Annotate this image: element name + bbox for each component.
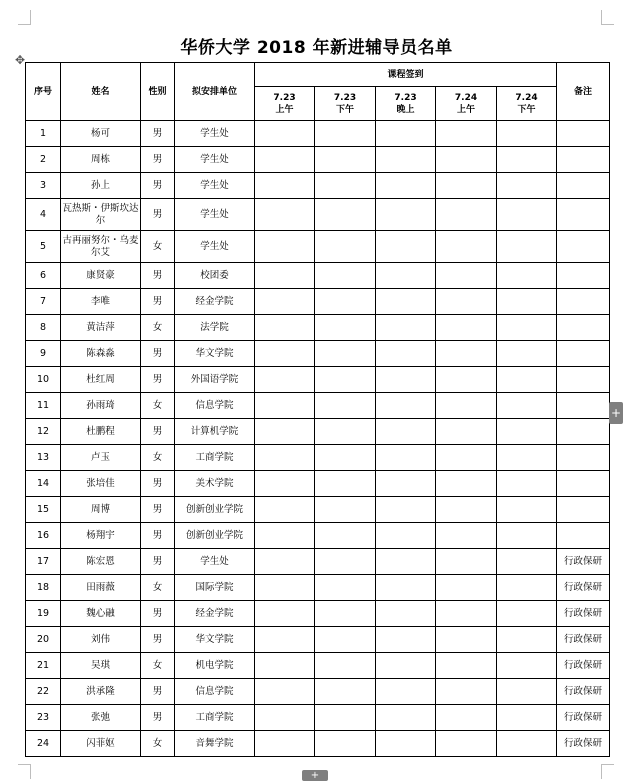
cell-note: 行政保研: [557, 679, 610, 705]
cell-signin[interactable]: [497, 289, 557, 315]
cell-note: [557, 121, 610, 147]
session-period: 上午: [456, 104, 475, 115]
cell-unit: 工商学院: [175, 705, 255, 731]
cell-name: 孙上: [61, 173, 141, 199]
table-row: [26, 653, 610, 679]
cell-gender: 女: [141, 731, 175, 757]
cell-signin[interactable]: [376, 367, 436, 393]
cell-signin[interactable]: [255, 653, 315, 679]
cell-signin[interactable]: [255, 263, 315, 289]
table-row: [26, 627, 610, 653]
cell-seq: 1: [26, 121, 61, 147]
cell-unit: 音舞学院: [175, 731, 255, 757]
cell-gender: 女: [141, 653, 175, 679]
cell-signin[interactable]: [315, 173, 376, 199]
cell-name: 魏心融: [61, 601, 141, 627]
cell-signin[interactable]: [376, 341, 436, 367]
cell-signin[interactable]: [376, 653, 436, 679]
cell-unit: 学生处: [175, 199, 255, 231]
cell-signin[interactable]: [376, 289, 436, 315]
table-row: [26, 315, 610, 341]
header-session: [255, 87, 315, 121]
cell-signin[interactable]: [255, 679, 315, 705]
cell-gender: 男: [141, 549, 175, 575]
table-move-handle-icon[interactable]: ✥: [14, 53, 26, 67]
cell-signin[interactable]: [436, 549, 497, 575]
cell-unit: 工商学院: [175, 445, 255, 471]
cell-signin[interactable]: [436, 173, 497, 199]
cell-signin[interactable]: [376, 263, 436, 289]
cell-gender: 女: [141, 575, 175, 601]
cell-seq: 22: [26, 679, 61, 705]
table-row: [26, 705, 610, 731]
cell-signin[interactable]: [436, 731, 497, 757]
cell-gender: 男: [141, 147, 175, 173]
cell-signin[interactable]: [436, 341, 497, 367]
cell-name: 卢玉: [61, 445, 141, 471]
cell-seq: 12: [26, 419, 61, 445]
cell-signin[interactable]: [255, 523, 315, 549]
cell-signin[interactable]: [315, 445, 376, 471]
cell-gender: 女: [141, 231, 175, 263]
cell-name: 陈森淼: [61, 341, 141, 367]
cell-signin[interactable]: [497, 263, 557, 289]
cell-signin[interactable]: [436, 147, 497, 173]
table-row: [26, 601, 610, 627]
cell-signin[interactable]: [497, 315, 557, 341]
cell-gender: 男: [141, 367, 175, 393]
cell-signin[interactable]: [315, 497, 376, 523]
cell-signin[interactable]: [255, 601, 315, 627]
cell-name: 康贤豪: [61, 263, 141, 289]
cell-signin[interactable]: [315, 705, 376, 731]
table-row: [26, 549, 610, 575]
cell-seq: 6: [26, 263, 61, 289]
table-row: [26, 199, 610, 231]
cell-note: [557, 147, 610, 173]
cell-signin[interactable]: [436, 199, 497, 231]
cell-name: 黄洁萍: [61, 315, 141, 341]
cell-gender: 男: [141, 705, 175, 731]
cell-signin[interactable]: [376, 419, 436, 445]
cell-signin[interactable]: [255, 471, 315, 497]
page-title: 华侨大学 2018 年新进辅导员名单: [180, 38, 453, 58]
cell-name: 古再丽努尔・乌麦尔艾: [61, 231, 141, 263]
cell-note: [557, 419, 610, 445]
cell-signin[interactable]: [255, 497, 315, 523]
cell-signin[interactable]: [255, 393, 315, 419]
cell-signin[interactable]: [436, 523, 497, 549]
cell-signin[interactable]: [315, 263, 376, 289]
cell-unit: 学生处: [175, 231, 255, 263]
cell-signin[interactable]: [497, 147, 557, 173]
cell-gender: 女: [141, 393, 175, 419]
cell-gender: 男: [141, 289, 175, 315]
cell-note: 行政保研: [557, 705, 610, 731]
cell-name: 周博: [61, 497, 141, 523]
header-seq: 序号: [26, 63, 61, 121]
table-row: [26, 523, 610, 549]
cell-note: [557, 173, 610, 199]
cell-seq: 11: [26, 393, 61, 419]
cell-note: [557, 199, 610, 231]
cell-seq: 10: [26, 367, 61, 393]
cell-signin[interactable]: [436, 601, 497, 627]
page-corner-mark-bottom-right: [601, 764, 614, 779]
cell-signin[interactable]: [436, 445, 497, 471]
table-row: [26, 263, 610, 289]
cell-name: 闪菲妪: [61, 731, 141, 757]
cell-signin[interactable]: [497, 367, 557, 393]
cell-signin[interactable]: [255, 419, 315, 445]
cell-signin[interactable]: [436, 575, 497, 601]
cell-name: 瓦热斯・伊斯坎达尔: [61, 199, 141, 231]
cell-signin[interactable]: [376, 445, 436, 471]
cell-unit: 学生处: [175, 147, 255, 173]
cell-signin[interactable]: [436, 653, 497, 679]
roster-table: [25, 62, 610, 757]
cell-unit: 国际学院: [175, 575, 255, 601]
cell-signin[interactable]: [255, 367, 315, 393]
cell-signin[interactable]: [376, 471, 436, 497]
cell-signin[interactable]: [255, 147, 315, 173]
cell-signin[interactable]: [497, 121, 557, 147]
cell-gender: 男: [141, 523, 175, 549]
cell-signin[interactable]: [436, 471, 497, 497]
cell-gender: 男: [141, 173, 175, 199]
cell-gender: 男: [141, 199, 175, 231]
cell-gender: 女: [141, 315, 175, 341]
cell-note: 行政保研: [557, 731, 610, 757]
cell-note: [557, 445, 610, 471]
session-period: 下午: [517, 104, 536, 115]
cell-name: 周栋: [61, 147, 141, 173]
cell-seq: 14: [26, 471, 61, 497]
session-period: 下午: [335, 104, 354, 115]
cell-signin[interactable]: [376, 173, 436, 199]
cell-note: [557, 231, 610, 263]
cell-seq: 8: [26, 315, 61, 341]
cell-signin[interactable]: [436, 315, 497, 341]
cell-signin[interactable]: [315, 523, 376, 549]
table-row: [26, 419, 610, 445]
cell-signin[interactable]: [315, 575, 376, 601]
cell-note: 行政保研: [557, 549, 610, 575]
cell-gender: 男: [141, 121, 175, 147]
cell-signin[interactable]: [497, 231, 557, 263]
cell-name: 李唯: [61, 289, 141, 315]
cell-seq: 7: [26, 289, 61, 315]
cell-signin[interactable]: [436, 263, 497, 289]
header-course-signin: 课程签到: [255, 63, 557, 87]
cell-seq: 15: [26, 497, 61, 523]
cell-note: [557, 523, 610, 549]
cell-signin[interactable]: [436, 367, 497, 393]
cell-name: 杨翔宇: [61, 523, 141, 549]
cell-gender: 男: [141, 627, 175, 653]
cell-note: [557, 471, 610, 497]
cell-signin[interactable]: [376, 393, 436, 419]
table-row: [26, 341, 610, 367]
cell-signin[interactable]: [376, 731, 436, 757]
cell-unit: 美术学院: [175, 471, 255, 497]
cell-signin[interactable]: [436, 497, 497, 523]
table-row: [26, 679, 610, 705]
cell-signin[interactable]: [376, 147, 436, 173]
cell-seq: 5: [26, 231, 61, 263]
cell-unit: 经金学院: [175, 289, 255, 315]
page-corner-mark-top-left: [18, 10, 31, 25]
cell-signin[interactable]: [315, 731, 376, 757]
table-row: [26, 173, 610, 199]
cell-seq: 2: [26, 147, 61, 173]
session-period: 晚上: [396, 104, 415, 115]
cell-unit: 学生处: [175, 173, 255, 199]
cell-signin[interactable]: [255, 705, 315, 731]
cell-unit: 经金学院: [175, 601, 255, 627]
cell-signin[interactable]: [436, 627, 497, 653]
cell-seq: 16: [26, 523, 61, 549]
add-row-button[interactable]: +: [302, 770, 328, 781]
cell-name: 田雨薇: [61, 575, 141, 601]
cell-signin[interactable]: [315, 315, 376, 341]
cell-name: 孙雨琦: [61, 393, 141, 419]
cell-signin[interactable]: [497, 705, 557, 731]
cell-signin[interactable]: [376, 231, 436, 263]
session-date: 7.24: [454, 92, 478, 103]
cell-seq: 23: [26, 705, 61, 731]
cell-signin[interactable]: [436, 705, 497, 731]
cell-signin[interactable]: [255, 731, 315, 757]
cell-signin[interactable]: [315, 199, 376, 231]
cell-gender: 男: [141, 679, 175, 705]
cell-signin[interactable]: [376, 575, 436, 601]
session-date: 7.23: [394, 92, 417, 103]
cell-signin[interactable]: [255, 575, 315, 601]
cell-name: 洪承隆: [61, 679, 141, 705]
cell-signin[interactable]: [497, 523, 557, 549]
cell-unit: 法学院: [175, 315, 255, 341]
cell-signin[interactable]: [315, 289, 376, 315]
cell-seq: 3: [26, 173, 61, 199]
cell-seq: 19: [26, 601, 61, 627]
cell-unit: 外国语学院: [175, 367, 255, 393]
cell-name: 杜鹏程: [61, 419, 141, 445]
cell-unit: 机电学院: [175, 653, 255, 679]
cell-signin[interactable]: [315, 419, 376, 445]
table-row: [26, 289, 610, 315]
header-session: [497, 87, 557, 121]
cell-signin[interactable]: [255, 341, 315, 367]
cell-signin[interactable]: [315, 601, 376, 627]
cell-note: [557, 263, 610, 289]
cell-unit: 学生处: [175, 121, 255, 147]
table-row: [26, 121, 610, 147]
page-corner-mark-top-right: [601, 10, 614, 25]
cell-signin[interactable]: [255, 289, 315, 315]
cell-gender: 男: [141, 419, 175, 445]
cell-signin[interactable]: [497, 497, 557, 523]
cell-name: 刘伟: [61, 627, 141, 653]
table-row: [26, 445, 610, 471]
cell-note: [557, 289, 610, 315]
cell-name: 杜红周: [61, 367, 141, 393]
cell-signin[interactable]: [497, 627, 557, 653]
cell-note: [557, 367, 610, 393]
cell-signin[interactable]: [315, 393, 376, 419]
table-row: [26, 393, 610, 419]
page-corner-mark-bottom-left: [18, 764, 31, 779]
cell-signin[interactable]: [376, 549, 436, 575]
cell-signin[interactable]: [315, 471, 376, 497]
cell-note: 行政保研: [557, 627, 610, 653]
cell-signin[interactable]: [315, 627, 376, 653]
table-row: [26, 471, 610, 497]
cell-signin[interactable]: [255, 549, 315, 575]
cell-signin[interactable]: [315, 231, 376, 263]
cell-signin[interactable]: [315, 653, 376, 679]
cell-signin[interactable]: [497, 731, 557, 757]
table-row: [26, 731, 610, 757]
cell-unit: 华文学院: [175, 627, 255, 653]
cell-signin[interactable]: [376, 679, 436, 705]
cell-signin[interactable]: [436, 393, 497, 419]
cell-note: 行政保研: [557, 653, 610, 679]
cell-signin[interactable]: [376, 627, 436, 653]
cell-signin[interactable]: [376, 705, 436, 731]
cell-signin[interactable]: [436, 289, 497, 315]
cell-unit: 校团委: [175, 263, 255, 289]
cell-seq: 20: [26, 627, 61, 653]
cell-signin[interactable]: [497, 471, 557, 497]
cell-name: 陈宏恩: [61, 549, 141, 575]
cell-unit: 计算机学院: [175, 419, 255, 445]
cell-signin[interactable]: [497, 549, 557, 575]
cell-signin[interactable]: [315, 121, 376, 147]
cell-seq: 9: [26, 341, 61, 367]
cell-gender: 男: [141, 263, 175, 289]
session-date: 7.23: [273, 92, 296, 103]
cell-name: 张弛: [61, 705, 141, 731]
cell-unit: 华文学院: [175, 341, 255, 367]
cell-signin[interactable]: [255, 445, 315, 471]
cell-signin[interactable]: [376, 497, 436, 523]
cell-gender: 男: [141, 497, 175, 523]
session-period: 上午: [275, 104, 294, 115]
cell-signin[interactable]: [376, 315, 436, 341]
header-name: 姓名: [61, 63, 141, 121]
table-row: [26, 497, 610, 523]
cell-signin[interactable]: [315, 341, 376, 367]
cell-seq: 18: [26, 575, 61, 601]
cell-name: 杨可: [61, 121, 141, 147]
cell-signin[interactable]: [376, 199, 436, 231]
cell-signin[interactable]: [497, 653, 557, 679]
cell-signin[interactable]: [315, 679, 376, 705]
cell-name: 张培佳: [61, 471, 141, 497]
cell-note: 行政保研: [557, 601, 610, 627]
cell-signin[interactable]: [255, 627, 315, 653]
cell-signin[interactable]: [436, 121, 497, 147]
cell-seq: 21: [26, 653, 61, 679]
cell-signin[interactable]: [315, 367, 376, 393]
cell-gender: 女: [141, 445, 175, 471]
cell-gender: 男: [141, 341, 175, 367]
cell-signin[interactable]: [255, 231, 315, 263]
cell-unit: 创新创业学院: [175, 497, 255, 523]
table-header-row: [26, 63, 610, 87]
table-body: [26, 121, 610, 757]
cell-seq: 4: [26, 199, 61, 231]
cell-gender: 男: [141, 601, 175, 627]
cell-signin[interactable]: [436, 231, 497, 263]
cell-note: [557, 393, 610, 419]
cell-seq: 13: [26, 445, 61, 471]
cell-note: [557, 315, 610, 341]
cell-signin[interactable]: [315, 549, 376, 575]
cell-signin[interactable]: [376, 523, 436, 549]
cell-signin[interactable]: [497, 173, 557, 199]
table-row: [26, 231, 610, 263]
table-row: [26, 367, 610, 393]
cell-note: [557, 341, 610, 367]
table-row: [26, 147, 610, 173]
cell-seq: 17: [26, 549, 61, 575]
cell-signin[interactable]: [497, 601, 557, 627]
cell-signin[interactable]: [255, 121, 315, 147]
cell-signin[interactable]: [376, 121, 436, 147]
cell-unit: 信息学院: [175, 393, 255, 419]
header-gender: 性别: [141, 63, 175, 121]
cell-unit: 创新创业学院: [175, 523, 255, 549]
cell-signin[interactable]: [255, 173, 315, 199]
cell-signin[interactable]: [497, 419, 557, 445]
header-unit: 拟安排单位: [175, 63, 255, 121]
cell-signin[interactable]: [315, 147, 376, 173]
cell-name: 吴琪: [61, 653, 141, 679]
cell-unit: 学生处: [175, 549, 255, 575]
cell-unit: 信息学院: [175, 679, 255, 705]
cell-signin[interactable]: [497, 445, 557, 471]
cell-signin[interactable]: [255, 199, 315, 231]
cell-signin[interactable]: [376, 601, 436, 627]
header-session: [436, 87, 497, 121]
cell-signin[interactable]: [497, 341, 557, 367]
add-column-button[interactable]: +: [609, 402, 623, 424]
cell-signin[interactable]: [497, 679, 557, 705]
cell-note: 行政保研: [557, 575, 610, 601]
cell-signin[interactable]: [436, 679, 497, 705]
session-date: 7.23: [333, 92, 357, 103]
cell-signin[interactable]: [436, 419, 497, 445]
table-row: [26, 575, 610, 601]
header-session: [376, 87, 436, 121]
cell-gender: 男: [141, 471, 175, 497]
cell-signin[interactable]: [497, 393, 557, 419]
cell-note: [557, 497, 610, 523]
header-session: [315, 87, 376, 121]
session-date: 7.24: [515, 92, 538, 103]
header-notes: 备注: [557, 63, 610, 121]
cell-signin[interactable]: [255, 315, 315, 341]
cell-seq: 24: [26, 731, 61, 757]
cell-signin[interactable]: [497, 199, 557, 231]
cell-signin[interactable]: [497, 575, 557, 601]
